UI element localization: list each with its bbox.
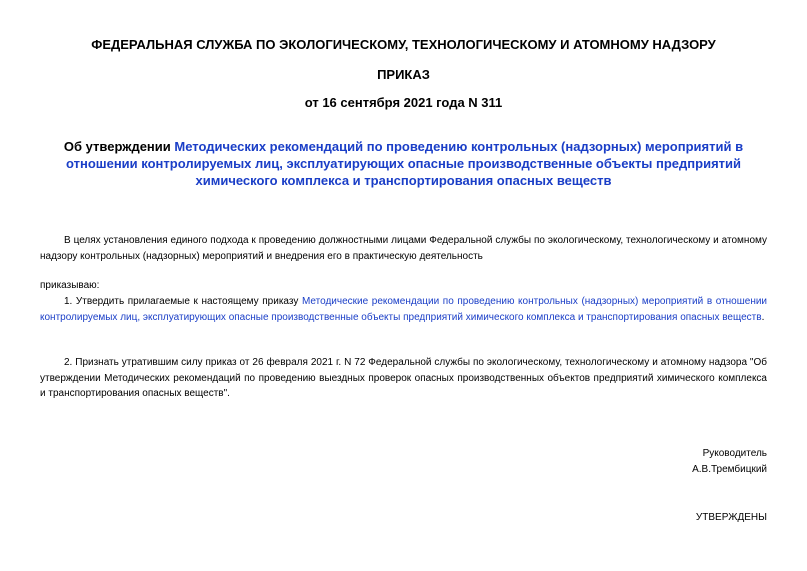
order-word: приказываю: <box>40 280 100 291</box>
date-number-heading: от 16 сентября 2021 года N 311 <box>304 95 503 110</box>
signature-block <box>692 446 767 478</box>
item-1-paragraph <box>40 294 767 325</box>
item-1-prefix: 1. Утвердить прилагаемые к настоящему приказу <box>64 296 299 307</box>
agency-heading: ФЕДЕРАЛЬНАЯ СЛУЖБА ПО ЭКОЛОГИЧЕСКОМУ, ТЕХНОЛОГИЧЕСКОМУ И АТОМНОМУ НАДЗОРУ <box>91 37 716 52</box>
title-prefix: Об утверждении <box>63 139 171 154</box>
approved-label: УТВЕРЖДЕНЫ <box>695 512 767 523</box>
document-title <box>40 138 767 189</box>
item-2-paragraph: 2. Признать утратившим силу приказ от 26 февраля 2021 г. N 72 Федеральной службы по экологическому, технологическому и атомному надзора "Об утверждении Методических рекомендаций по проведению выездных проверок опасных производственных объектов предприятий химического комплекса и транспортирования опасных веществ". <box>40 357 767 399</box>
title-document-link[interactable]: Методических рекомендаций по проведению контрольных (надзорных) мероприятий в отношении контролируемых лиц, эксплуатирующих опасные производственные объекты предприятий химического комплекса и транспортирования опасных веществ <box>65 139 744 188</box>
signature-position: Руководитель <box>702 448 767 459</box>
intro-paragraph: В целях установления единого подхода к проведению должностными лицами Федеральной службы по экологическому, технологическому и атомному надзору контрольных (надзорных) мероприятий и внедрения его в практическую деятельность <box>40 235 767 262</box>
item-1-document-link[interactable]: Методические рекомендации по проведению контрольных (надзорных) мероприятий в отношении контролируемых лиц, эксплуатирующих опасные производственные объекты предприятий химического комплекса и транспортирования опасных веществ <box>40 296 768 323</box>
doc-type-heading: ПРИКАЗ <box>377 67 430 82</box>
item-1-suffix: . <box>761 311 765 323</box>
signature-name: А.В.Трембицкий <box>692 464 767 475</box>
